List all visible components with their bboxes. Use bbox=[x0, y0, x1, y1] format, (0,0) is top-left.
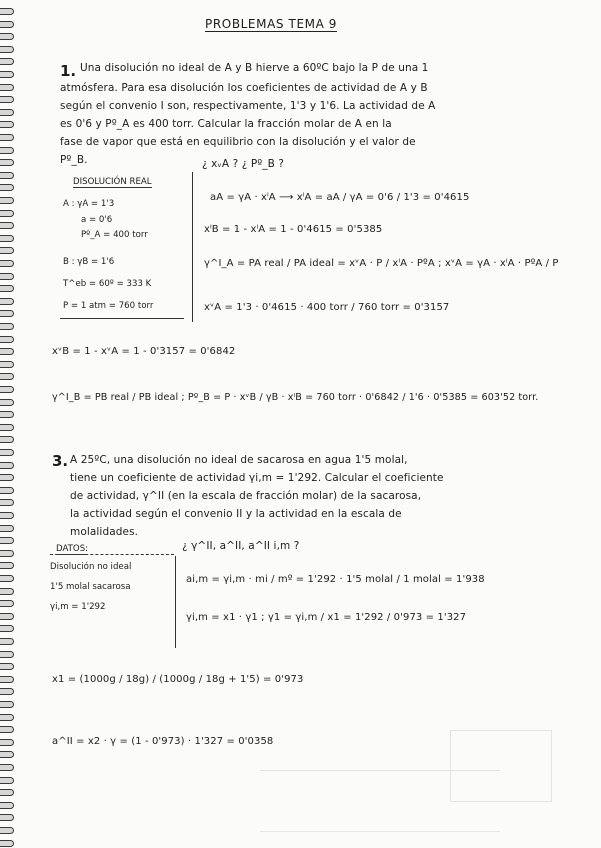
spiral-ring bbox=[0, 21, 14, 28]
spiral-ring bbox=[0, 147, 14, 154]
solution-bracket bbox=[192, 172, 193, 322]
spiral-ring bbox=[0, 298, 14, 305]
spiral-binding bbox=[0, 0, 14, 848]
problem1-line: fase de vapor que está en equilibrio con la disolución y el valor de bbox=[60, 136, 416, 148]
problem1-line: es 0'6 y Pº_A es 400 torr. Calcular la fracción molar de A en la bbox=[60, 118, 392, 130]
data-line: Pº_A = 400 torr bbox=[81, 230, 148, 240]
spiral-ring bbox=[0, 411, 14, 418]
spiral-ring bbox=[0, 550, 14, 557]
spiral-ring bbox=[0, 714, 14, 721]
problem3-line: molalidades. bbox=[70, 526, 139, 538]
problem1-line: según el convenio I son, respectivamente, 1'3 y 1'6. La actividad de A bbox=[60, 100, 436, 112]
page-title: PROBLEMAS TEMA 9 bbox=[205, 17, 338, 31]
spiral-ring bbox=[0, 701, 14, 708]
data-line: γi,m = 1'292 bbox=[50, 602, 106, 612]
data-box-rule-3 bbox=[50, 554, 174, 555]
spiral-ring bbox=[0, 235, 14, 242]
spiral-ring bbox=[0, 764, 14, 771]
data-box-rule bbox=[60, 318, 184, 319]
data-heading: DISOLUCIÓN REAL bbox=[73, 177, 152, 187]
spiral-ring bbox=[0, 613, 14, 620]
spiral-ring bbox=[0, 247, 14, 254]
p3-eq1: ai,m = γi,m · mi / mº = 1'292 · 1'5 molal / 1 molal = 1'938 bbox=[186, 574, 485, 585]
spiral-ring bbox=[0, 739, 14, 746]
problem1-data-box bbox=[58, 174, 184, 322]
spiral-ring bbox=[0, 840, 14, 847]
spiral-ring bbox=[0, 814, 14, 821]
spiral-ring bbox=[0, 210, 14, 217]
data-heading: DATOS: bbox=[56, 544, 89, 554]
spiral-ring bbox=[0, 323, 14, 330]
spiral-ring bbox=[0, 260, 14, 267]
p1-eq4: xᵛA = 1'3 · 0'4615 · 400 torr / 760 torr = 0'3157 bbox=[204, 302, 450, 313]
data-line: B : γB = 1'6 bbox=[63, 257, 115, 267]
problem3-line: tiene un coeficiente de actividad γi,m = 1'292. Calcular el coeficiente bbox=[70, 472, 444, 484]
problem1-line: Pº_B. bbox=[60, 154, 88, 166]
spiral-ring bbox=[0, 285, 14, 292]
spiral-ring bbox=[0, 802, 14, 809]
p3-eq4: a^II = x2 · γ = (1 - 0'973) · 1'327 = 0'0358 bbox=[52, 736, 274, 747]
spiral-ring bbox=[0, 462, 14, 469]
spiral-ring bbox=[0, 386, 14, 393]
spiral-ring bbox=[0, 121, 14, 128]
p1-eq5: xᵛB = 1 - xᵛA = 1 - 0'3157 = 0'6842 bbox=[52, 346, 236, 357]
p3-eq2: γi,m = x1 · γ1 ; γ1 = γi,m / x1 = 1'292 / 0'973 = 1'327 bbox=[186, 612, 467, 623]
spiral-ring bbox=[0, 562, 14, 569]
spiral-ring bbox=[0, 58, 14, 65]
spiral-ring bbox=[0, 638, 14, 645]
problem1-line: atmósfera. Para esa disolución los coeficientes de actividad de A y B bbox=[60, 82, 428, 94]
spiral-ring bbox=[0, 436, 14, 443]
p3-eq3: x1 = (1000g / 18g) / (1000g / 18g + 1'5) = 0'973 bbox=[52, 674, 304, 685]
spiral-ring bbox=[0, 8, 14, 15]
solution-bracket-3 bbox=[175, 556, 176, 648]
spiral-ring bbox=[0, 71, 14, 78]
spiral-ring bbox=[0, 499, 14, 506]
spiral-ring bbox=[0, 474, 14, 481]
spiral-ring bbox=[0, 399, 14, 406]
p1-eq2: xˡB = 1 - xˡA = 1 - 0'4615 = 0'5385 bbox=[204, 224, 383, 235]
spiral-ring bbox=[0, 688, 14, 695]
problem3-line: de actividad, γ^II (en la escala de fracción molar) de la sacarosa, bbox=[70, 490, 422, 502]
spiral-ring bbox=[0, 625, 14, 632]
spiral-ring bbox=[0, 361, 14, 368]
spiral-ring bbox=[0, 512, 14, 519]
spiral-ring bbox=[0, 197, 14, 204]
bleed-through-box bbox=[450, 730, 552, 802]
spiral-ring bbox=[0, 172, 14, 179]
spiral-ring bbox=[0, 310, 14, 317]
data-line: 1'5 molal sacarosa bbox=[50, 582, 131, 592]
spiral-ring bbox=[0, 84, 14, 91]
spiral-ring bbox=[0, 134, 14, 141]
spiral-ring bbox=[0, 109, 14, 116]
problem1-number: 1. bbox=[60, 62, 77, 80]
spiral-ring bbox=[0, 789, 14, 796]
spiral-ring bbox=[0, 663, 14, 670]
spiral-ring bbox=[0, 184, 14, 191]
data-line: T^eb = 60º = 333 K bbox=[63, 279, 152, 289]
spiral-ring bbox=[0, 348, 14, 355]
spiral-ring bbox=[0, 651, 14, 658]
problem1-question: ¿ xᵥA ? ¿ Pº_B ? bbox=[202, 158, 285, 170]
p1-eq3: γ^I_A = PA real / PA ideal = xᵛA · P / xˡA · PºA ; xᵛA = γA · xˡA · PºA / P bbox=[204, 258, 559, 269]
spiral-ring bbox=[0, 525, 14, 532]
data-line: P = 1 atm = 760 torr bbox=[63, 301, 154, 311]
spiral-ring bbox=[0, 449, 14, 456]
data-line: a = 0'6 bbox=[81, 215, 113, 225]
spiral-ring bbox=[0, 46, 14, 53]
spiral-ring bbox=[0, 373, 14, 380]
p1-eq1: aA = γA · xˡA ⟶ xˡA = aA / γA = 0'6 / 1'3 = 0'4615 bbox=[210, 192, 470, 203]
problem3-number: 3. bbox=[52, 452, 69, 470]
spiral-ring bbox=[0, 726, 14, 733]
problem3-question: ¿ γ^II, a^II, a^II i,m ? bbox=[182, 540, 300, 552]
spiral-ring bbox=[0, 33, 14, 40]
p1-eq6: γ^I_B = PB real / PB ideal ; Pº_B = P · xᵛB / γB · xˡB = 760 torr · 0'6842 / 1'6 · 0'5385 = 603'52 torr. bbox=[52, 392, 539, 403]
data-line: A : γA = 1'3 bbox=[63, 199, 115, 209]
spiral-ring bbox=[0, 751, 14, 758]
spiral-ring bbox=[0, 600, 14, 607]
data-line: Disolución no ideal bbox=[50, 562, 132, 572]
spiral-ring bbox=[0, 96, 14, 103]
spiral-ring bbox=[0, 777, 14, 784]
spiral-ring bbox=[0, 537, 14, 544]
spiral-ring bbox=[0, 588, 14, 595]
problem3-line: la actividad según el convenio II y la actividad en la escala de bbox=[70, 508, 402, 520]
problem1-line: Una disolución no ideal de A y B hierve a 60ºC bajo la P de una 1 bbox=[80, 62, 429, 74]
spiral-ring bbox=[0, 159, 14, 166]
spiral-ring bbox=[0, 273, 14, 280]
spiral-ring bbox=[0, 424, 14, 431]
spiral-ring bbox=[0, 336, 14, 343]
spiral-ring bbox=[0, 676, 14, 683]
spiral-ring bbox=[0, 487, 14, 494]
problem3-line: A 25ºC, una disolución no ideal de sacarosa en agua 1'5 molal, bbox=[70, 454, 408, 466]
spiral-ring bbox=[0, 575, 14, 582]
spiral-ring bbox=[0, 222, 14, 229]
spiral-ring bbox=[0, 827, 14, 834]
